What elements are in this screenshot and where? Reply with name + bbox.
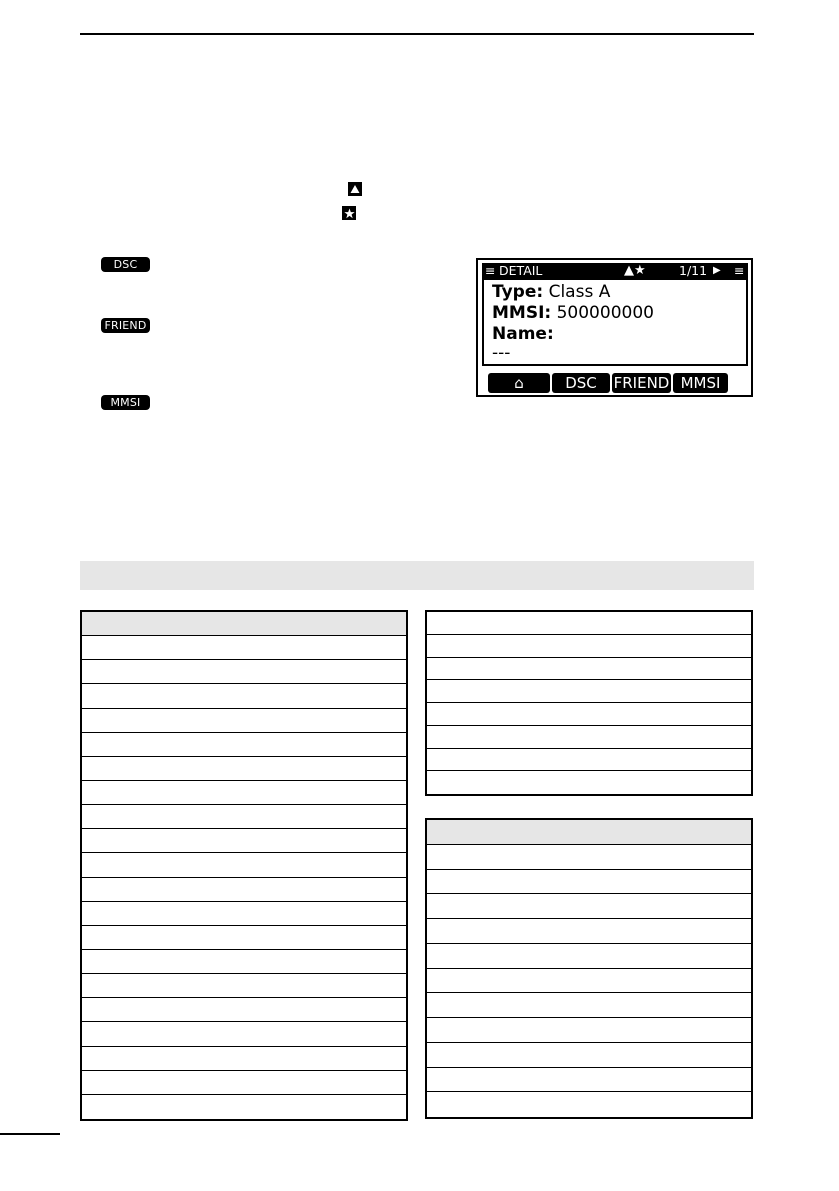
lcd-header	[482, 263, 748, 278]
type-label: Type:	[492, 282, 544, 302]
mmsi-key[interactable]: MMSI	[673, 373, 728, 393]
name-line	[492, 324, 554, 344]
table-row	[427, 612, 751, 635]
table-row	[427, 726, 751, 749]
table-row	[427, 993, 751, 1018]
right-bottom-table	[425, 818, 753, 1119]
table-row	[427, 944, 751, 969]
type-value: Class A	[548, 282, 611, 302]
left-table	[80, 610, 408, 1121]
table-row	[427, 635, 751, 658]
table-row	[427, 870, 751, 895]
table-row	[82, 902, 406, 926]
page-indicator: 1/11	[679, 263, 708, 278]
table-row	[82, 636, 406, 660]
table-row	[82, 878, 406, 902]
mmsi-label: MMSI:	[492, 303, 552, 323]
mmsi-soft-key: MMSI	[101, 395, 150, 410]
table-row	[82, 853, 406, 877]
table-header-row	[82, 612, 406, 636]
page-corner-rule	[0, 1133, 60, 1135]
table-row	[427, 680, 751, 703]
star-icon	[342, 206, 356, 220]
section-heading-bar	[80, 561, 754, 590]
triangle-icon	[348, 182, 362, 196]
table-row	[427, 1068, 751, 1093]
mmsi-line	[492, 303, 654, 323]
table-row	[82, 1071, 406, 1095]
dsc-soft-key: DSC	[101, 257, 150, 272]
lcd-title: DETAIL	[499, 263, 543, 278]
table-row	[82, 805, 406, 829]
lcd-detail-box	[482, 278, 748, 366]
table-row	[82, 829, 406, 853]
table-row	[427, 919, 751, 944]
table-row	[82, 998, 406, 1022]
table-row	[82, 1047, 406, 1071]
table-row	[82, 781, 406, 805]
table-row	[427, 1043, 751, 1068]
type-line	[492, 282, 610, 302]
table-row	[427, 969, 751, 994]
table-row	[427, 703, 751, 726]
table-row	[427, 845, 751, 870]
name-label: Name:	[492, 324, 554, 344]
table-row	[427, 658, 751, 681]
status-symbols: ▲★	[624, 263, 646, 278]
table-row	[427, 894, 751, 919]
mmsi-value: 500000000	[556, 303, 654, 323]
table-row	[82, 950, 406, 974]
page-arrow-icon: ▶	[713, 265, 721, 276]
menu-icon-right: ≡	[734, 263, 745, 278]
friend-soft-key: FRIEND	[101, 318, 150, 333]
table-row	[82, 684, 406, 708]
header-rule	[80, 33, 754, 35]
menu-icon: ≡	[485, 263, 496, 278]
table-row	[82, 709, 406, 733]
table-row	[427, 749, 751, 772]
table-row	[82, 1022, 406, 1046]
table-row	[82, 660, 406, 684]
detail-lcd-screen	[476, 258, 753, 397]
friend-key[interactable]: FRIEND	[613, 374, 670, 392]
table-header-row	[427, 820, 751, 845]
table-row	[82, 733, 406, 757]
table-row	[427, 1092, 751, 1117]
right-top-table	[425, 610, 753, 796]
name-value: ---	[492, 343, 511, 363]
dsc-key[interactable]: DSC	[552, 373, 610, 393]
table-row	[82, 1095, 406, 1119]
table-row	[427, 1018, 751, 1043]
home-key[interactable]: ⌂	[488, 373, 550, 393]
lcd-soft-keys	[488, 373, 730, 393]
table-row	[82, 757, 406, 781]
table-row	[82, 926, 406, 950]
table-row	[427, 771, 751, 794]
table-row	[82, 974, 406, 998]
